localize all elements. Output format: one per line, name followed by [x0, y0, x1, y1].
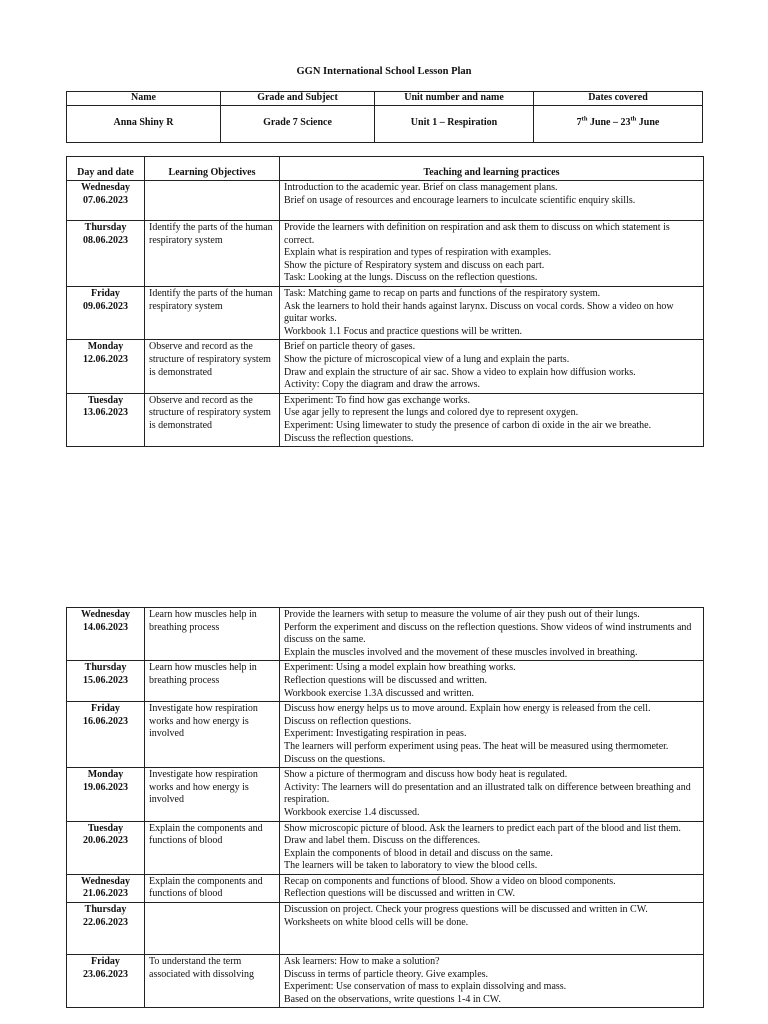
- practices-cell: [280, 181, 704, 221]
- lesson-plan-table-week-2: [66, 607, 704, 1008]
- document-title: GGN International School Lesson Plan: [296, 66, 472, 77]
- practice-line: Discuss on reflection questions.: [284, 715, 412, 727]
- column-header-dates: Dates covered: [534, 92, 703, 106]
- practices-cell: [280, 955, 704, 1008]
- practice-line: Use agar jelly to represent the lungs and colored dye to represent oxygen.: [284, 407, 579, 419]
- practice-line: Provide the learners with definition on respiration and ask them to discuss on which statement is correct.: [284, 222, 670, 246]
- learning-objective-cell: Explain the components and functions of blood: [145, 874, 280, 902]
- column-header-unit: Unit number and name: [375, 92, 534, 106]
- practice-line: Discuss in terms of particle theory. Give examples.: [284, 968, 489, 980]
- table-row: [67, 393, 704, 446]
- table-row: [67, 661, 704, 702]
- day-date-cell: [67, 286, 145, 339]
- date-label: 16.06.2023: [83, 715, 128, 727]
- column-header-day-date: Day and date: [67, 157, 145, 181]
- date-label: 13.06.2023: [83, 407, 128, 419]
- learning-objective-cell: [145, 903, 280, 955]
- date-label: 09.06.2023: [83, 300, 128, 312]
- practice-line: Explain what is respiration and types of respiration with examples.: [284, 247, 552, 259]
- date-label: 14.06.2023: [83, 621, 128, 633]
- practice-line: Reflection questions will be discussed and written in CW.: [284, 888, 515, 900]
- day-label: Friday: [91, 956, 120, 968]
- practices-cell: [280, 608, 704, 661]
- table-row: [67, 286, 704, 339]
- learning-objective-cell: [145, 181, 280, 221]
- table-row: [67, 608, 704, 661]
- table-row: [67, 340, 704, 393]
- day-date-cell: [67, 874, 145, 902]
- table-row: [67, 955, 704, 1008]
- date-label: 20.06.2023: [83, 835, 128, 847]
- practices-cell: [280, 702, 704, 768]
- practice-line: Provide the learners with setup to measure the volume of air they push out of their lungs.: [284, 609, 640, 620]
- day-label: Thursday: [84, 222, 127, 233]
- practice-line: Experiment: To find how gas exchange works.: [284, 394, 471, 406]
- table-row: [67, 874, 704, 902]
- practice-line: Workbook 1.1 Focus and practice questions will be written.: [284, 325, 523, 337]
- practice-line: Discuss how energy helps us to move around. Explain how energy is released from the cell.: [284, 703, 651, 715]
- day-label: Friday: [91, 287, 120, 299]
- date-label: 15.06.2023: [83, 674, 128, 686]
- learning-objective-cell: Learn how muscles help in breathing process: [145, 661, 280, 702]
- date-label: 07.06.2023: [83, 194, 128, 206]
- day-label: Thursday: [84, 904, 127, 916]
- practices-cell: [280, 661, 704, 702]
- info-row: [67, 105, 703, 142]
- day-label: Friday: [91, 703, 120, 715]
- day-label: Wednesday: [81, 875, 130, 887]
- table-row: [67, 181, 704, 221]
- day-label: Wednesday: [81, 182, 130, 193]
- practice-line: Ask the learners to hold their hands against larynx. Discuss on vocal cords. Show a video on how guitar works.: [284, 300, 674, 325]
- practices-cell: [280, 874, 704, 902]
- practice-line: Brief on particle theory of gases.: [284, 341, 416, 353]
- day-date-cell: [67, 181, 145, 221]
- practice-line: Workbook exercise 1.4 discussed.: [284, 806, 420, 818]
- day-date-cell: [67, 340, 145, 393]
- practice-line: Discussion on project. Check your progress questions will be discussed and written in CW.: [284, 904, 648, 916]
- date-label: 23.06.2023: [83, 968, 128, 980]
- day-date-cell: [67, 221, 145, 287]
- day-date-cell: [67, 903, 145, 955]
- date-label: 19.06.2023: [83, 781, 128, 793]
- practice-line: Workbook exercise 1.3A discussed and written.: [284, 687, 474, 699]
- practices-cell: [280, 286, 704, 339]
- dates-covered: 7th June – 23th June: [534, 105, 703, 142]
- day-date-cell: [67, 821, 145, 874]
- learning-objective-cell: Observe and record as the structure of respiratory system is demonstrated: [145, 340, 280, 393]
- practice-line: Discuss the reflection questions.: [284, 432, 414, 444]
- practice-line: Ask learners: How to make a solution?: [284, 956, 440, 968]
- date-label: 08.06.2023: [83, 234, 128, 246]
- teacher-info-table: [66, 91, 703, 143]
- day-date-cell: [67, 768, 145, 821]
- practice-line: The learners will be taken to laboratory to view the blood cells.: [284, 860, 538, 872]
- learning-objective-cell: Identify the parts of the human respiratory system: [145, 221, 280, 287]
- practices-cell: [280, 768, 704, 821]
- day-label: Thursday: [84, 662, 127, 674]
- header-row: [67, 92, 703, 106]
- practice-line: Draw and explain the structure of air sac. Show a video to explain how diffusion works.: [284, 366, 636, 378]
- practices-cell: [280, 221, 704, 287]
- practices-cell: [280, 821, 704, 874]
- practice-line: Show the picture of microscopical view of a lung and explain the parts.: [284, 353, 570, 365]
- learning-objective-cell: Learn how muscles help in breathing process: [145, 608, 280, 661]
- column-header-name: Name: [67, 92, 221, 106]
- practice-line: Brief on usage of resources and encourage learners to inculcate scientific enquiry skills.: [284, 194, 636, 206]
- table-row: [67, 768, 704, 821]
- practices-cell: [280, 340, 704, 393]
- learning-objective-cell: Investigate how respiration works and how energy is involved: [145, 702, 280, 768]
- lesson-plan-table-week-1: [66, 156, 704, 447]
- learning-objective-cell: To understand the term associated with dissolving: [145, 955, 280, 1008]
- column-header-grade-subject: Grade and Subject: [221, 92, 375, 106]
- practice-line: Perform the experiment and discuss on the reflection questions. Show videos of wind instruments and discuss on the same.: [284, 621, 692, 646]
- practice-line: Recap on components and functions of blood. Show a video on blood components.: [284, 875, 616, 887]
- day-date-cell: [67, 661, 145, 702]
- day-date-cell: [67, 702, 145, 768]
- practice-line: Experiment: Using a model explain how breathing works.: [284, 662, 516, 674]
- table-row: [67, 702, 704, 768]
- practice-line: Worksheets on white blood cells will be done.: [284, 916, 469, 928]
- practices-cell: [280, 393, 704, 446]
- practice-line: Based on the observations, write questions 1-4 in CW.: [284, 993, 501, 1005]
- practice-line: Show the picture of Respiratory system and discuss on each part.: [284, 259, 545, 271]
- practice-line: Activity: Copy the diagram and draw the arrows.: [284, 379, 481, 391]
- practice-line: Show microscopic picture of blood. Ask the learners to predict each part of the blood and list them. Draw and label them. Discuss on the differences.: [284, 822, 681, 847]
- practices-cell: [280, 903, 704, 955]
- practice-line: Introduction to the academic year. Brief on class management plans.: [284, 182, 558, 193]
- unit-name: Unit 1 – Respiration: [375, 105, 534, 142]
- table-row: [67, 221, 704, 287]
- learning-objective-cell: Investigate how respiration works and how energy is involved: [145, 768, 280, 821]
- practice-line: Reflection questions will be discussed and written.: [284, 674, 488, 686]
- teacher-name: Anna Shiny R: [67, 105, 221, 142]
- practice-line: Task: Matching game to recap on parts and functions of the respiratory system.: [284, 287, 601, 299]
- day-label: Tuesday: [87, 822, 124, 834]
- practice-line: Show a picture of thermogram and discuss how body heat is regulated.: [284, 769, 568, 781]
- learning-objective-cell: Observe and record as the structure of respiratory system is demonstrated: [145, 393, 280, 446]
- plan-header-row: [67, 157, 704, 181]
- day-date-cell: [67, 955, 145, 1008]
- date-label: 21.06.2023: [83, 888, 128, 900]
- day-label: Wednesday: [81, 609, 130, 620]
- day-date-cell: [67, 393, 145, 446]
- date-label: 12.06.2023: [83, 353, 128, 365]
- learning-objective-cell: Identify the parts of the human respiratory system: [145, 286, 280, 339]
- practice-line: Task: Looking at the lungs. Discuss on the reflection questions.: [284, 272, 538, 284]
- table-row: [67, 903, 704, 955]
- day-label: Tuesday: [87, 394, 124, 406]
- column-header-practices: Teaching and learning practices: [280, 157, 704, 181]
- practice-line: Activity: The learners will do presentation and an illustrated talk on difference between breathing and respiration.: [284, 781, 691, 806]
- table-row: [67, 821, 704, 874]
- day-label: Monday: [87, 341, 124, 353]
- grade-subject: Grade 7 Science: [221, 105, 375, 142]
- practice-line: Explain the muscles involved and the movement of these muscles involved in breathing.: [284, 646, 638, 658]
- practice-line: Explain the components of blood in detail and discuss on the same.: [284, 847, 553, 859]
- learning-objective-cell: Explain the components and functions of blood: [145, 821, 280, 874]
- practice-line: The learners will perform experiment using peas. The heat will be measured using thermometer. Discuss on the questions.: [284, 740, 669, 765]
- practice-line: Experiment: Investigating respiration in peas.: [284, 728, 467, 740]
- day-date-cell: [67, 608, 145, 661]
- day-label: Monday: [87, 769, 124, 781]
- date-label: 22.06.2023: [83, 916, 128, 928]
- column-header-objectives: Learning Objectives: [145, 157, 280, 181]
- practice-line: Experiment: Use conservation of mass to explain dissolving and mass.: [284, 981, 567, 993]
- practice-line: Experiment: Using limewater to study the presence of carbon di oxide in the air we breathe.: [284, 419, 652, 431]
